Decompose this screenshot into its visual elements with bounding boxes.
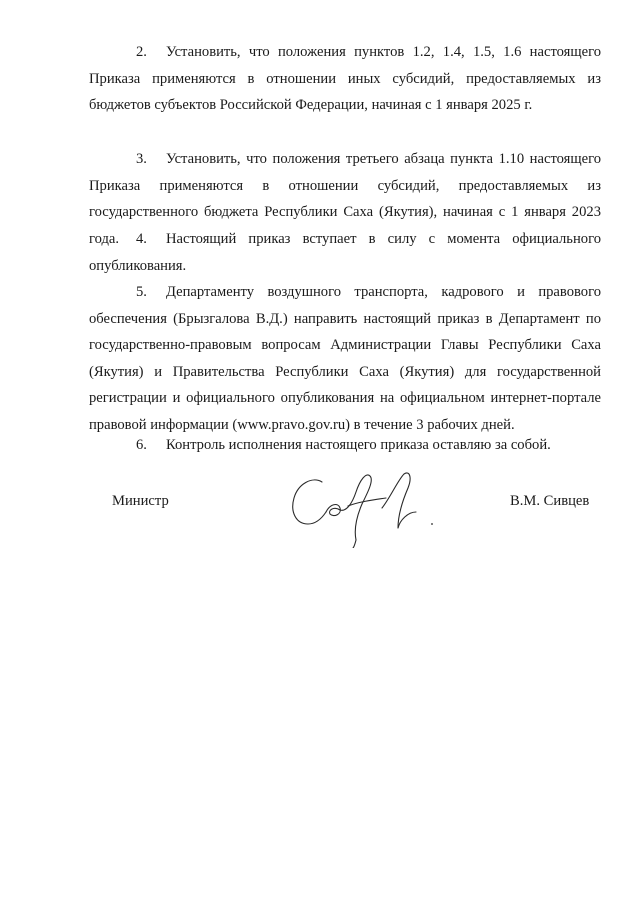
paragraph-text: Настоящий приказ вступает в силу с момента официального опубликования. bbox=[89, 231, 601, 274]
signature-block bbox=[0, 490, 640, 550]
paragraph-text: Департаменту воздушного транспорта, кадрового и правового обеспечения (Брызгалова В.Д.) направить настоящий приказ в Департамент по государственно-правовым вопросам Администрации Главы Республики Саха (Якутия) и Правительства Республики Саха (Якутия) для государственной регистрации и официального опубликования на официальном интернет-портале правовой информации (www.pravo.gov.ru) в течение 3 рабочих дней. bbox=[89, 284, 601, 433]
paragraph-6 bbox=[89, 432, 601, 459]
paragraph-number: 4. bbox=[136, 231, 147, 247]
paragraph-number: 2. bbox=[136, 44, 147, 60]
paragraph-number: 3. bbox=[136, 151, 147, 167]
paragraph-text: Контроль исполнения настоящего приказа оставляю за собой. bbox=[166, 437, 551, 453]
paragraph-number: 5. bbox=[136, 284, 147, 300]
signer-role: Министр bbox=[112, 493, 169, 509]
handwritten-signature bbox=[282, 468, 447, 548]
signer-name: В.М. Сивцев bbox=[510, 493, 590, 509]
paragraph-5 bbox=[89, 279, 601, 439]
paragraph-text: Установить, что положения пунктов 1.2, 1.4, 1.5, 1.6 настоящего Приказа применяются в отношении иных субсидий, предоставляемых из бюджетов субъектов Российской Федерации, начиная с 1 января 2025 г. bbox=[89, 44, 601, 114]
paragraph-4 bbox=[89, 226, 601, 279]
paragraph-number: 6. bbox=[136, 437, 147, 453]
paragraph-2 bbox=[89, 39, 601, 119]
paragraph-text: Установить, что положения третьего абзаца пункта 1.10 настоящего Приказа применяются в отношении субсидий, предоставляемых из государственного бюджета Республики Саха (Якутия), начиная с 1 января 2023 года. bbox=[89, 151, 601, 247]
